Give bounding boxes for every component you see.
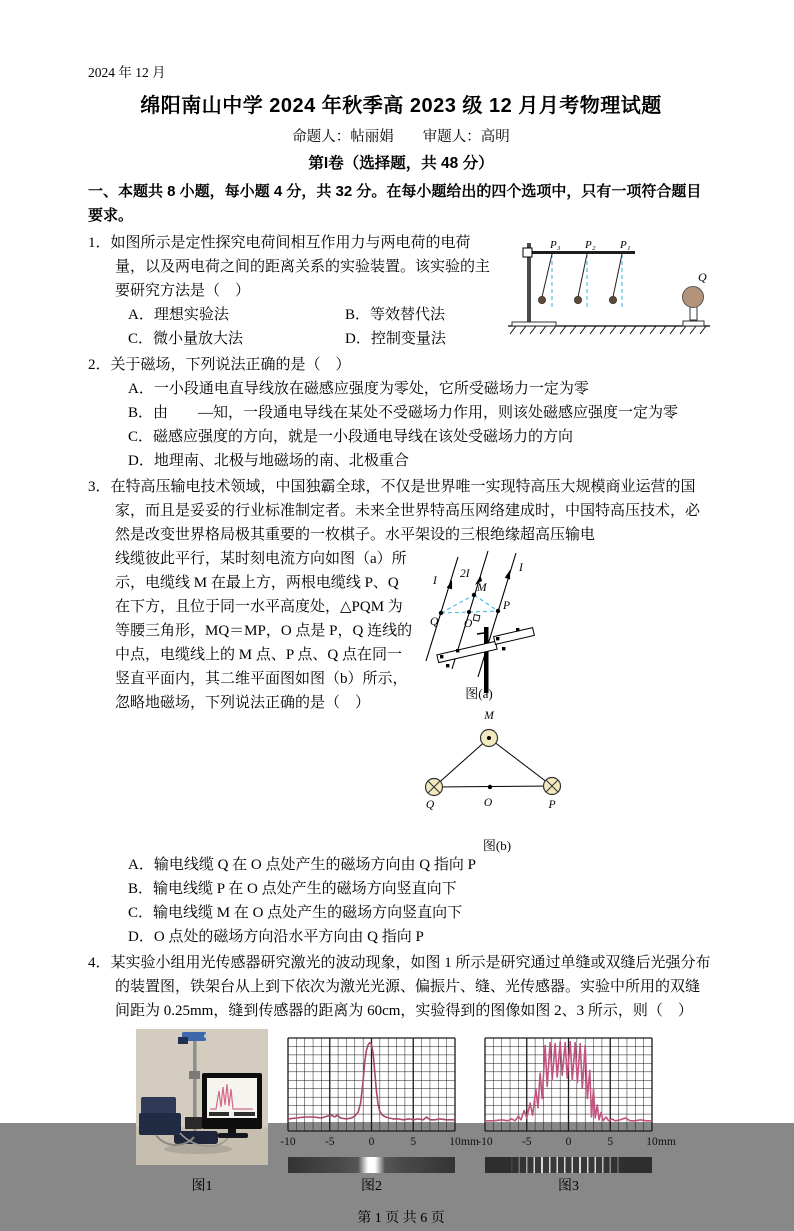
- crossarm-upper: [494, 628, 535, 645]
- x-tick-label: -5: [324, 1136, 335, 1149]
- thread-1: [613, 254, 622, 297]
- wire-right: [478, 553, 516, 677]
- sphere-label-q: Q: [698, 270, 707, 285]
- figure-2-caption: 图2: [361, 1179, 382, 1195]
- q4-figures-row: [88, 1029, 714, 1198]
- label-current-right: I: [519, 562, 523, 575]
- x-axis-unit: mm: [461, 1136, 479, 1149]
- q3-stem-part1: [88, 475, 714, 547]
- label-m: M: [477, 582, 487, 595]
- figure-b-caption: 图(b): [482, 838, 512, 854]
- ground-hatching: [510, 326, 706, 334]
- label-p-b: P: [548, 799, 556, 812]
- q1-number: 1．: [88, 235, 111, 252]
- label-current-middle: 2I: [460, 568, 470, 581]
- exam-setters: 命题人：帖丽娟 审题人：高明: [292, 128, 510, 145]
- q3-option-a: A．输电线缆 Q 在 O 点处产生的磁场方向由 Q 指向 P: [128, 857, 476, 874]
- q3-part2-wrap: [88, 547, 714, 854]
- utility-pole: [484, 627, 489, 693]
- charged-ball-2: [574, 296, 581, 303]
- insulator-2: [456, 649, 459, 652]
- point-q-dot: [439, 611, 443, 615]
- double-slit-chart: [469, 1035, 676, 1151]
- current-arrow-right: [505, 570, 510, 579]
- label-m-b: M: [484, 710, 494, 723]
- x-tick-label: 5: [410, 1136, 417, 1149]
- label-o-b: O: [483, 797, 493, 810]
- thread-2: [578, 254, 587, 297]
- photo-laser-head: [178, 1037, 188, 1044]
- charged-ball-3: [538, 296, 545, 303]
- photo-monitor-base: [218, 1133, 248, 1138]
- horizontal-bar: [527, 251, 635, 254]
- single-slit-intensity-strip: [288, 1157, 455, 1173]
- x-tick-label: 10: [449, 1136, 461, 1149]
- sphere-stand: [690, 307, 697, 320]
- q4-stem-text: 某实验小组用光传感器研究激光的波动现象，如图 1 所示是研究通过单缝或双缝后光强分布的装置图，铁架台从上到下依次为激光光源、偏振片、缝、光传感器。实验中所用的双缝间距为 0.25mm，缝到传感器的距离为 60cm，实验得到的图像如图 2、3 所示，则（ ）: [110, 955, 711, 1020]
- q3-stem1-text: 在特高压输电技术领域，中国独霸全球，不仅是世界唯一实现特高压大规模商业运营的国家，而且是妥妥的行业标准制定者。未来全世界特高压网络建成时，中国特高压技术，必然是改变世界格局极其重要的一枚棋子。水平架设的三根绝缘超高压输电: [110, 479, 701, 544]
- point-o-dot: [467, 610, 471, 614]
- pendulum-label-p3: P₃: [550, 239, 561, 252]
- clamp: [523, 248, 532, 257]
- q1-option-b: B．等效替代法: [345, 307, 446, 324]
- question-1: [88, 231, 714, 351]
- thread-3: [542, 254, 552, 297]
- q1-stem-text: 如图所示是定性探究电荷间相互作用力与两电荷的电荷量，以及两电荷之间的距离关系的实验装置。该实验的主要研究方法是（ ）: [110, 235, 491, 300]
- q2-option-b: B．由 —知，一段通电导线在某处不受磁场力作用，则该处磁感应强度一定为零: [128, 405, 679, 422]
- insulator-5: [516, 628, 519, 631]
- x-tick-label: 0: [565, 1136, 572, 1149]
- dashed-mp: [474, 595, 498, 611]
- point-p-dot: [496, 609, 500, 613]
- charged-sphere: [683, 287, 704, 308]
- q2-stem: [88, 353, 714, 377]
- figure-a-transmission-lines: [422, 549, 557, 701]
- apparatus-photo-block: [136, 1029, 268, 1198]
- pendulum-apparatus-figure: [502, 235, 714, 335]
- q3-option-d: D．O 点处的磁场方向沿水平方向由 Q 指向 P: [128, 929, 424, 946]
- q4-stem: [88, 951, 714, 1023]
- point-o-dot-b: [488, 785, 492, 789]
- q3-stem-part2: 线缆彼此平行，某时刻电流方向如图（a）所示，电缆线 M 在最上方，两根电缆线 P、Q 在下方，且位于同一水平高度处，△PQM 为等腰三角形，MQ＝MP，O 点是 P，Q 连线的中点，电缆线上的 M 点、P 点、Q 点在同一竖直平面内，其二维平面图如图（b）所示，忽略地磁场，下列说法正确的是（ ）: [115, 551, 413, 712]
- sphere-base: [683, 321, 704, 326]
- part-title: 第I卷（选择题，共 48 分）: [308, 154, 494, 172]
- x-tick-label: 5: [607, 1136, 614, 1149]
- single-slit-chart-block: [272, 1035, 479, 1198]
- photo-clamp-knob: [204, 1034, 208, 1038]
- double-slit-chart-block: [469, 1035, 676, 1198]
- figure-a-caption: 图(a): [465, 686, 493, 702]
- q1-option-d: D．控制变量法: [345, 331, 446, 348]
- current-arrow-left: [447, 580, 452, 589]
- side-mp: [489, 738, 552, 786]
- question-1-figure: [502, 235, 714, 337]
- q2-option-a: A．一小段通电直导线放在磁感应强度为零处，它所受磁场力一定为零: [128, 381, 589, 398]
- photo-screen-strip-gap: [229, 1112, 234, 1116]
- point-m-dot: [472, 593, 476, 597]
- q2-option-d: D．地理南、北极与地磁场的南、北极重合: [128, 453, 409, 470]
- side-qp: [434, 786, 552, 787]
- q3-options: [88, 853, 714, 949]
- figure-1-caption: 图1: [191, 1179, 213, 1195]
- label-q-b: Q: [425, 799, 435, 812]
- q3-option-b: B．输电线缆 P 在 O 点处产生的磁场方向竖直向下: [128, 881, 457, 898]
- insulator-6: [502, 647, 505, 650]
- q3-option-c: C．输电线缆 M 在 O 点处产生的磁场方向竖直向下: [128, 905, 463, 922]
- q3-number: 3．: [88, 479, 111, 496]
- q1-options: [128, 303, 496, 351]
- pendulum-label-p2: P₂: [585, 239, 596, 252]
- photo-device-box-1: [141, 1097, 176, 1114]
- pendulum-label-p1: P₁: [620, 239, 631, 252]
- question-4: [88, 951, 714, 1198]
- right-angle-mark: [473, 615, 480, 622]
- x-tick-label: -10: [477, 1136, 493, 1149]
- x-tick-label: -10: [280, 1136, 296, 1149]
- apparatus-photo: [136, 1029, 268, 1165]
- figure-b-cross-section: [422, 701, 579, 853]
- question-3: [88, 475, 714, 949]
- charged-ball-1: [609, 296, 616, 303]
- photo-device-box-2: [139, 1113, 181, 1135]
- side-mq: [434, 738, 489, 787]
- question-3-figures: [422, 549, 714, 853]
- pole-tick: [477, 633, 484, 634]
- label-current-left: I: [433, 575, 437, 588]
- stand-base: [512, 322, 556, 326]
- x-axis-unit: mm: [658, 1136, 676, 1149]
- q1-option-a: A．理想实验法: [128, 307, 229, 324]
- photo-light-sensor: [185, 1117, 202, 1129]
- q1-option-c: C．微小量放大法: [128, 331, 244, 348]
- x-tick-label: 10: [646, 1136, 658, 1149]
- section-intro: 一、本题共 8 小题，每小题 4 分，共 32 分。在每小题给出的四个选项中，只有一项符合题目要求。: [88, 182, 702, 225]
- q2-number: 2．: [88, 357, 111, 374]
- figure-3-caption: 图3: [558, 1179, 579, 1195]
- insulator-1: [440, 655, 443, 658]
- label-p: P: [503, 600, 511, 613]
- insulator-3: [446, 664, 449, 667]
- double-slit-intensity-strip: [485, 1157, 652, 1173]
- q2-option-c: C．磁感应强度的方向，就是一小段通电导线在该处受磁场力的方向: [128, 429, 574, 446]
- x-tick-label: 0: [368, 1136, 375, 1149]
- q4-number: 4．: [88, 955, 111, 972]
- label-q: Q: [430, 616, 439, 629]
- photo-mid-clamp: [189, 1071, 200, 1079]
- single-slit-chart: [272, 1035, 479, 1151]
- exam-date: 2024 年 12 月: [88, 65, 166, 80]
- page-number: 第 1 页 共 6 页: [357, 1211, 445, 1227]
- q2-stem-text: 关于磁场，下列说法正确的是（ ）: [110, 357, 351, 374]
- exam-title: 绵阳南山中学 2024 年秋季高 2023 级 12 月月考物理试题: [140, 94, 662, 117]
- x-tick-label: -5: [521, 1136, 532, 1149]
- question-2: [88, 353, 714, 473]
- wire-left: [426, 557, 458, 661]
- label-o: O: [464, 618, 473, 631]
- current-out-dot: [487, 736, 491, 740]
- insulator-4: [496, 637, 499, 640]
